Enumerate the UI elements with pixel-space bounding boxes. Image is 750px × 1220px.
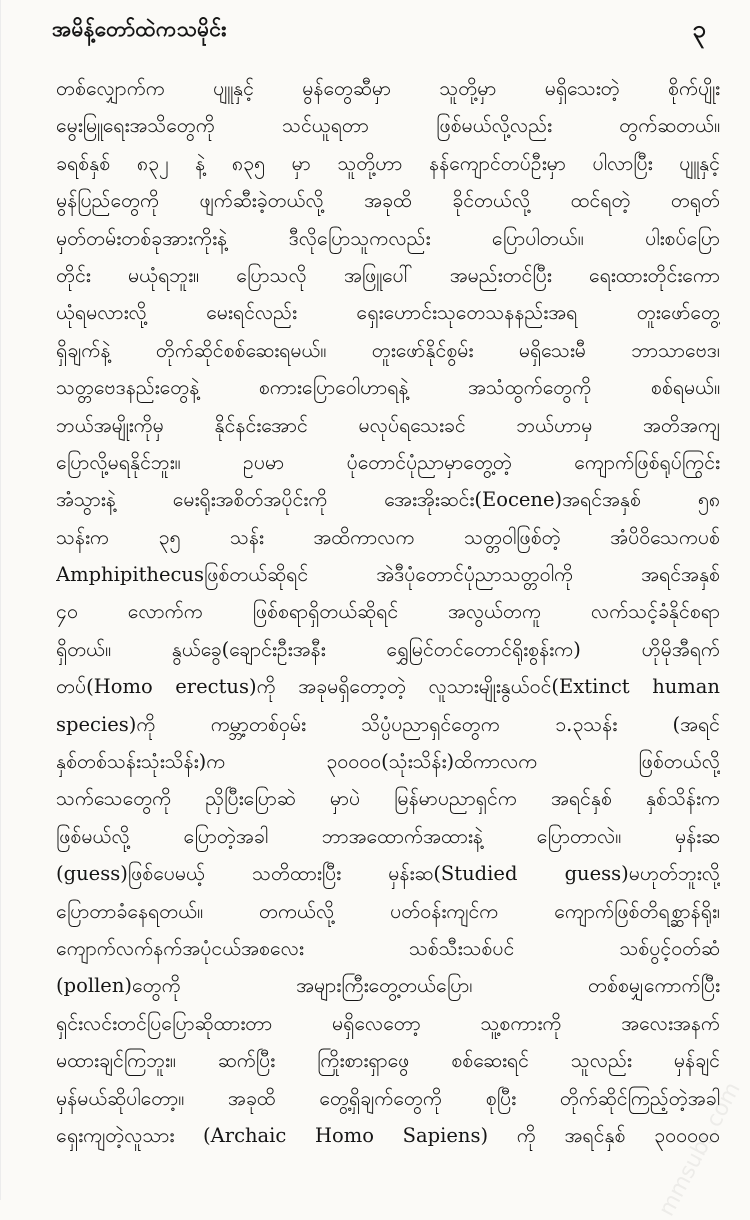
text-line: ပြောလို့မရနိုင်ဘူး။ ဥပမာ ပုံတောင်ပုံညာမှာတွေ့တဲ့ ကျောက်ဖြစ်ရုပ်ကြွင်း	[56, 450, 720, 474]
text-line: အံသွားနဲ့ မေးရိုးအစိတ်အပိုင်းကို အေးအိုးဆင်း(Eocene)အရင်အနှစ် ၅၈	[56, 488, 720, 512]
text-line: ပြောတာခံနေရတယ်။ တကယ်လို့ ပတ်ဝန်းကျင်က ကျောက်ဖြစ်တိရစ္ဆာန်ရိုး၊	[56, 899, 720, 923]
text-line: ဘယ်အမျိုးကိုမှ နိုင်နင်းအောင် မလုပ်ရသေးခင် ဘယ်ဟာမှ အတိအကျ	[56, 413, 720, 437]
text-line: မွန်ပြည်တွေကို ဖျက်ဆီးခဲ့တယ်လို့ အခုထိ ခိုင်တယ်လို့ ထင်ရတဲ့ တရုတ်	[56, 189, 720, 213]
text-line: (pollen)တွေကို အများကြီးတွေ့တယ်ပြော၊ တစ်စမျှကောက်ပြီး	[56, 974, 720, 998]
watermark: mmsubs.com	[654, 1078, 746, 1220]
text-line: သက်သေတွေကို ညှိပြီးပြောဆဲ မှာပဲ မြန်မာပညာရှင်က အရင်နှစ် နှစ်သိန်းက	[56, 787, 720, 811]
text-line: မှတ်တမ်းတစ်ခုအားကိုးနဲ့ ဒီလိုပြောသူကလည်း ပြောပါတယ်။ ပါးစပ်ပြော	[56, 226, 720, 250]
text-line: တပ်(Homo erectus)ကို အခုမရှိတော့တဲ့ လူသားမျိုးနွယ်ဝင်(Extinct human	[56, 675, 720, 699]
text-line: တစ်လျှောက်က ပျူနှင့် မွန်တွေဆီမှာ သူတို့မှာ မရှိသေးတဲ့ စိုက်ပျိုး	[56, 77, 720, 100]
text-line: မထားချင်ကြဘူး။ ဆက်ပြီး ကြိုးစားရှာဖွေ စစ်ဆေးရင် သူလည်း မှန်ချင်	[56, 1049, 720, 1073]
text-line: မှန်မယ်ဆိုပါတော့။ အခုထိ တွေ့ရှိချက်တွေကို စုပြီး တိုက်ဆိုင်ကြည့်တဲ့အခါ	[56, 1086, 720, 1110]
text-line: ယုံရမလားလို့ မေးရင်လည်း ရှေးဟောင်းသုတေသနနည်းအရ တူးဖော်တွေ့	[56, 301, 720, 325]
text-line: နှစ်တစ်သန်းသုံးသိန်း)က ၃၀၀၀၀(သုံးသိန်း)ထိကာလက ဖြစ်တယ်လို့	[56, 750, 720, 774]
page-header	[52, 10, 706, 52]
running-head: အမိန့်တော်ထဲကသမိုင်း	[52, 16, 227, 41]
body-text	[56, 70, 720, 1186]
text-line: ဖြစ်မယ်လို့ ပြောတဲ့အခါ ဘာအထောက်အထားနဲ့ ပြောတာလဲ။ မှန်းဆ	[56, 824, 720, 848]
text-line: မွေးမြူရေးအသိတွေကို သင်ယူရတာ ဖြစ်မယ်လို့လည်း တွက်ဆတယ်။	[56, 114, 720, 138]
text-line: species)ကို ကမ္ဘာ့တစ်ဝှမ်း သိပ္ပံပညာရှင်တွေက ၁.၃သန်း (အရင်	[56, 712, 720, 736]
text-line: ရှင်းလင်းတင်ပြပြောဆိုထားတာ မရှိလေတော့ သူ့စကားကို အလေးအနက်	[56, 1011, 720, 1035]
text-line: ရှိချက်နဲ့ တိုက်ဆိုင်စစ်ဆေးရမယ်။ တူးဖော်နိုင်စွမ်း မရှိသေးမီ ဘာသာဗေဒ၊	[56, 338, 720, 362]
text-line: ၄၀ လောက်က ဖြစ်စရာရှိတယ်ဆိုရင် အလွယ်တကူ လက်သင့်ခံနိုင်စရာ	[56, 600, 720, 624]
text-line: သန်းက ၃၅ သန်း အထိကာလက သတ္တဝါဖြစ်တဲ့ အံပိဝိသေကပစ်	[56, 525, 720, 549]
page-edge	[0, 0, 1, 1200]
text-line: Amphipithecusဖြစ်တယ်ဆိုရင် အဲဒီပုံတောင်ပုံညာသတ္တဝါကို အရင်အနှစ်	[56, 563, 720, 587]
text-line: ကျောက်လက်နက်အပုံငယ်အစလေး သစ်သီးသစ်ပင် သစ်ပွင့်ဝတ်ဆံ	[56, 936, 720, 960]
text-line: (guess)ဖြစ်ပေမယ့် သတိထားပြီး မှန်းဆ(Studied guess)မဟုတ်ဘူးလို့	[56, 862, 720, 886]
text-line: ခရစ်နှစ် ၈၃၂ နဲ့ ၈၃၅ မှာ သူတို့ဟာ နန်ကျောင်တပ်ဦးမှာ ပါလာပြီး ပျူနှင့်	[56, 151, 720, 175]
text-line: ရှိတယ်။ နွယ်ခွေ(ချောင်းဦးအနီး ရွှေမြင်တင်တောင်ရိုးစွန်းက) ဟိုမိုအီရက်	[56, 637, 720, 661]
text-line: သတ္တဗေဒနည်းတွေနဲ့ စကားပြောဝေါဟာရနဲ့ အသံထွက်တွေကို စစ်ရမယ်။	[56, 376, 720, 400]
page-number: ၃	[692, 15, 706, 43]
text-line: တိုင်း မယုံရဘူး။ ပြောသလို အဖြူပေါ် အမည်းတင်ပြီး ရေးထားတိုင်းကော	[56, 263, 720, 287]
text-line: ရှေးကျတဲ့လူသား (Archaic Homo Sapiens) ကို အရင်နှစ် ၃၀၀၀၀၀	[56, 1123, 720, 1147]
